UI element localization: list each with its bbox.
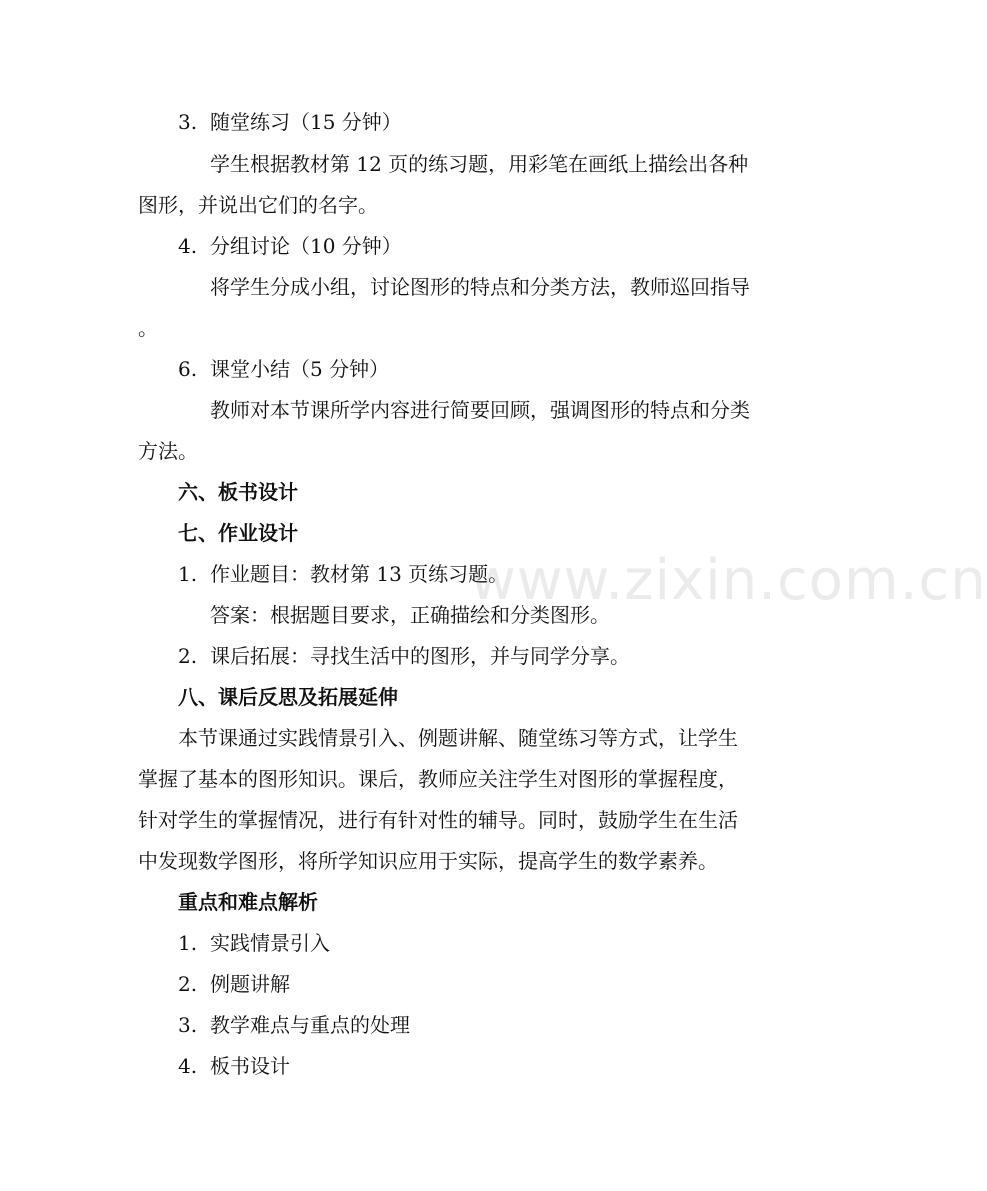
section-heading-homework: 七、作业设计 [178,521,298,545]
paragraph-line: 图形，并说出它们的名字。 [138,193,378,217]
watermark: www.zixin.com.cn [470,548,987,613]
paragraph-line: 针对学生的掌握情况，进行有针对性的辅导。同时，鼓励学生在生活 [138,808,738,832]
paragraph-line: 本节课通过实践情景引入、例题讲解、随堂练习等方式，让学生 [178,726,738,750]
key-point-item [178,929,330,957]
homework-answer: 答案：根据题目要求，正确描绘和分类图形。 [210,603,610,627]
list-text: 例题讲解 [210,972,290,996]
list-number: 2. [178,972,198,996]
key-point-item [178,1052,290,1080]
list-item-3 [178,108,402,136]
key-point-item [178,970,290,998]
paragraph-line: 。 [138,316,158,340]
list-item-4 [178,232,402,260]
key-point-item [178,1011,410,1039]
list-text: 实践情景引入 [210,931,330,955]
list-number: 3. [178,110,198,134]
list-text: 板书设计 [210,1054,290,1078]
list-number: 3. [178,1013,198,1037]
list-text: 课后拓展：寻找生活中的图形，并与同学分享。 [210,644,630,668]
paragraph-line: 方法。 [138,439,198,463]
section-heading-key-points: 重点和难点解析 [178,890,318,914]
list-item-6 [178,355,389,383]
list-number: 1. [178,931,198,955]
paragraph-line: 掌握了基本的图形知识。课后，教师应关注学生对图形的掌握程度， [138,767,738,791]
list-text: 作业题目：教材第 13 页练习题。 [210,562,509,586]
paragraph-line: 中发现数学图形，将所学知识应用于实际，提高学生的数学素养。 [138,849,718,873]
paragraph-line: 学生根据教材第 12 页的练习题，用彩笔在画纸上描绘出各种 [210,152,749,176]
list-text: 教学难点与重点的处理 [210,1013,410,1037]
list-text: 分组讨论（10 分钟） [210,234,402,258]
section-heading-reflection: 八、课后反思及拓展延伸 [178,685,398,709]
list-number: 4. [178,234,198,258]
list-number: 4. [178,1054,198,1078]
homework-item-2 [178,642,630,670]
list-number: 2. [178,644,198,668]
homework-item-1 [178,560,508,588]
paragraph-line: 将学生分成小组，讨论图形的特点和分类方法，教师巡回指导 [210,275,750,299]
list-text: 课堂小结（5 分钟） [210,357,390,381]
list-text: 随堂练习（15 分钟） [210,110,402,134]
paragraph-line: 教师对本节课所学内容进行简要回顾，强调图形的特点和分类 [210,398,750,422]
list-number: 1. [178,562,198,586]
section-heading-board-design: 六、板书设计 [178,480,298,504]
list-number: 6. [178,357,198,381]
